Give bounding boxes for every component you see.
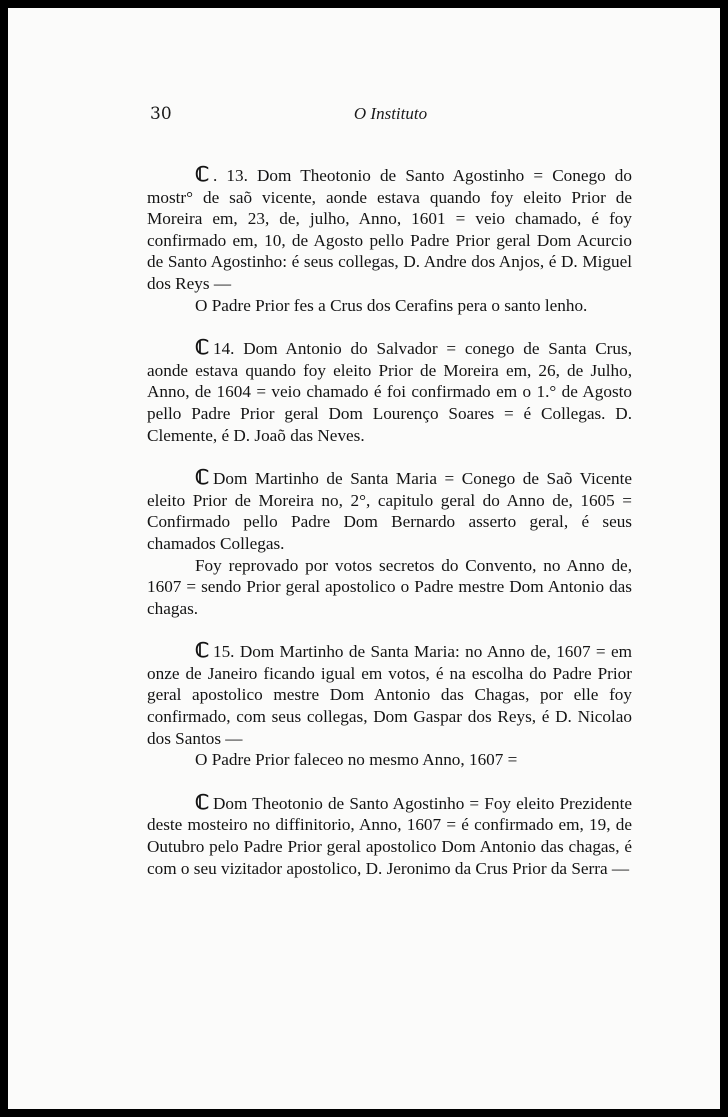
paragraph-martinho <box>147 468 632 554</box>
paragraph-15 <box>147 641 632 749</box>
body-text <box>147 165 632 879</box>
paragraph-mark-icon: ℂ <box>195 467 209 490</box>
paragraph-text: Dom Theotonio de Santo Agostinho = Foy eleito Prezidente deste mosteiro no diffinitorio, Anno, 1607 = é confirmado em, 19, de Outubro pelo Padre Prior geral apostolico Dom Antonio das chagas, é com o seu vizitador apostolico, D. Jeronimo da Crus Prior da Serra — <box>147 793 632 878</box>
paragraph-text: 14. Dom Antonio do Salvador = conego de Santa Crus, aonde estava quando foy eleito Prior de Moreira em, 26, de Julho, Anno, de 1604 = veio chamado é foi confirmado em o 1.° de Agosto pello Padre Prior geral Dom Lourenço Soares = é Collegas. D. Clemente, é D. Joaõ das Neves. <box>147 339 632 445</box>
paragraph-14 <box>147 338 632 446</box>
paragraph-13-note: O Padre Prior fes a Crus dos Cerafins pera o santo lenho. <box>195 295 588 315</box>
paragraph-text: 15. Dom Martinho de Santa Maria: no Anno de, 1607 = em onze de Janeiro ficando igual em votos, é na escolha do Padre Prior geral apostolico mestre Dom Antonio das Chagas, por elle foy confirmado, com seus collegas, Dom Gaspar dos Reys, é D. Nicolao dos Santos — <box>147 642 632 748</box>
paragraph-text: Dom Martinho de Santa Maria = Conego de Saõ Vicente eleito Prior de Moreira no, 2°, capitulo geral do Anno de, 1605 = Confirmado pello Padre Dom Bernardo asserto geral, é seus chamados Collegas. <box>147 469 632 553</box>
paragraph-13 <box>147 165 632 295</box>
page-number: 30 <box>150 104 172 124</box>
paragraph-15-note: O Padre Prior faleceo no mesmo Anno, 1607 = <box>195 750 518 770</box>
paragraph-text: . 13. Dom Theotonio de Santo Agostinho = Conego do mostr° de saõ vicente, aonde estava quando foy eleito Prior de Moreira em, 23, de, julho, Anno, 1601 = veio chamado, é foy confirmado em, 10, de Agosto pello Padre Prior geral Dom Acurcio de Santo Agostinho: é seus collegas, D. Andre dos Anjos, é D. Miguel dos Reys — <box>147 166 632 293</box>
paragraph-mark-icon: ℂ <box>195 640 209 663</box>
paragraph-theotonio <box>147 793 632 879</box>
paragraph-mark-icon: ℂ <box>195 337 209 360</box>
page <box>8 8 720 1109</box>
running-title: O Instituto <box>353 104 428 123</box>
paragraph-martinho-note: Foy reprovado por votos secretos do Convento, no Anno de, 1607 = sendo Prior geral apostolico o Padre mestre Dom Antonio das chagas. <box>147 555 632 618</box>
paragraph-mark-icon: ℂ <box>195 791 209 814</box>
paragraph-mark-icon: ℂ <box>195 164 209 186</box>
page-header <box>143 104 638 128</box>
